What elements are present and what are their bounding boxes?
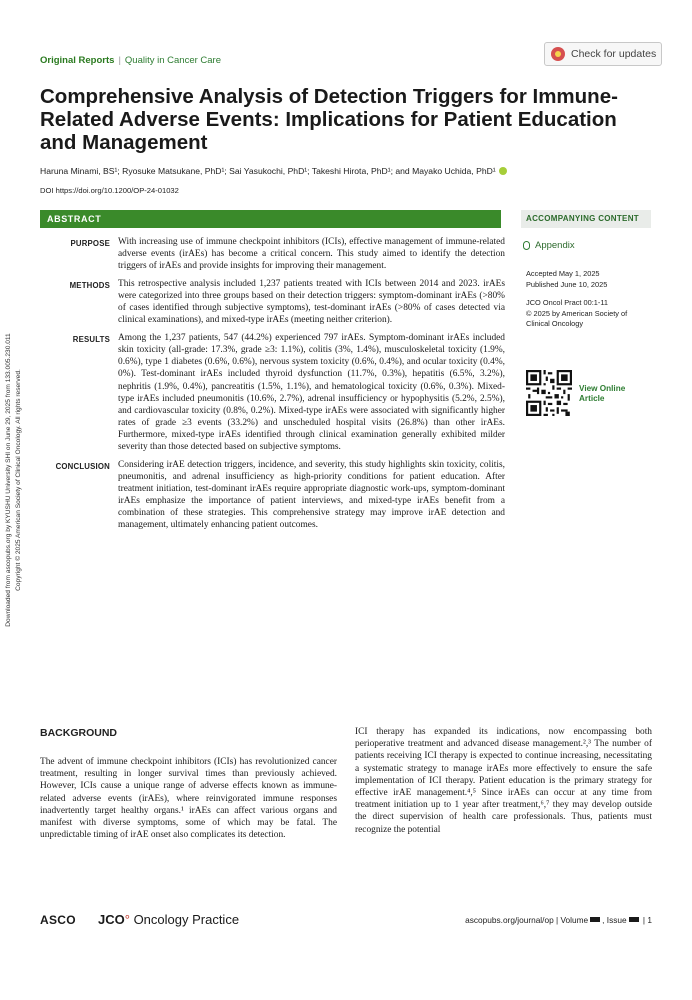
abstract-label: PURPOSE	[70, 239, 110, 248]
footer-meta: ascopubs.org/journal/op | Volume , Issue | 1	[465, 915, 652, 925]
abstract-label: CONCLUSION	[55, 461, 110, 471]
abstract-section-results	[40, 332, 505, 452]
category-separator: |	[118, 55, 121, 66]
background-heading: BACKGROUND	[40, 727, 117, 739]
journal-prefix: JCO	[98, 912, 125, 927]
category-link[interactable]: Original Reports	[40, 55, 115, 66]
issue-label: Issue	[606, 915, 627, 925]
copyright-notice: © 2025 by American Society of Clinical Oncology	[526, 308, 628, 328]
journal-name: Oncology Practice	[133, 912, 240, 927]
abstract-section-methods	[40, 278, 505, 326]
journal-logo	[98, 912, 239, 927]
qr-block	[521, 370, 651, 416]
asco-logo: ASCO	[40, 913, 76, 927]
journal-site-link[interactable]: ascopubs.org/journal/op	[465, 915, 554, 925]
abstract-body	[40, 236, 505, 537]
journal-citation: JCO Oncol Pract 00:1-11	[526, 298, 609, 307]
download-notice-line2: Copyright © 2025 American Society of Clinical Oncology. All rights reserved.	[14, 369, 22, 591]
page-footer	[40, 910, 652, 932]
abstract-text: With increasing use of immune checkpoint inhibitors (ICIs), effective management of immune-related adverse events (irAEs) has become a critical concern. This study aimed to identify the detection triggers of irAEs and provide insights for improving their management.	[118, 237, 505, 272]
journal-dot: °	[124, 912, 130, 927]
check-for-updates-button[interactable]	[544, 42, 662, 66]
body-column-left: The advent of immune checkpoint inhibitors (ICIs) has revolutionized cancer treatment, resulting in longer survival times than previously achieved. However, ICIs cause a unique range of adverse effects known as immune-related adverse events (irAEs), where reinvigorated immune responses inadvertently target healthy organs.¹ irAEs can affect various organs and manifest with diverse symptoms, some of which may be fatal. The unpredictable timing of irAE onset also complicates its detection.	[40, 757, 337, 841]
accepted-date: Accepted May 1, 2025	[526, 269, 600, 278]
qr-code-icon[interactable]	[526, 370, 572, 416]
article-header	[40, 48, 662, 73]
author-list	[40, 166, 650, 176]
download-notice	[2, 250, 32, 710]
appendix-label: Appendix	[535, 240, 575, 251]
published-date: Published June 10, 2025	[526, 279, 608, 289]
authors-text: Haruna Minami, BS¹; Ryosuke Matsukane, PhD¹; Sai Yasukochi, PhD¹; Takeshi Hirota, PhD¹; and Mayako Uchida, PhD¹	[40, 166, 496, 176]
citation-info	[521, 298, 651, 330]
issue-redacted-icon	[629, 917, 639, 922]
download-notice-line1: Downloaded from ascopubs.org by KYUSHU University SHI on June 29, 2025 from 133.005.230.011	[5, 333, 12, 627]
volume-redacted-icon	[590, 917, 600, 922]
publication-dates	[521, 269, 651, 290]
abstract-text: Considering irAE detection triggers, incidence, and severity, this study highlights skin toxicity, colitis, pneumonitis, and adrenal insufficiency as high-priority conditions for patient education. After treatment initiation, test-dominant irAEs require appropriate diagnostic work-ups, symptom-dominant irAEs emphasize the importance of patient interviews, and mixed-type irAEs benefit from a combination of these strategies. This comprehensive strategy may improve irAE detection and management, ultimately enhancing patient outcomes.	[118, 459, 505, 531]
abstract-section-purpose	[40, 236, 505, 272]
crossmark-icon	[551, 47, 565, 61]
check-for-updates-label: Check for updates	[571, 48, 657, 60]
subcategory-link[interactable]: Quality in Cancer Care	[124, 55, 222, 66]
volume-label: Volume	[560, 915, 589, 925]
article-sidebar	[521, 210, 651, 416]
accompanying-content-heading: ACCOMPANYING CONTENT	[521, 210, 651, 228]
doi-link[interactable]: DOI https://doi.org/10.1200/OP-24-01032	[40, 186, 179, 195]
abstract-text: This retrospective analysis included 1,237 patients treated with ICIs between 2014 and 2023. irAEs were categorized into three groups based on their detection triggers: symptom-dominant irAEs (>80% of cases identified through subjective symptoms), test-dominant irAEs (>80% of cases detected via clinical examinations), and mixed-type irAEs (meeting neither criterion).	[118, 279, 505, 326]
page-number: 1	[647, 915, 652, 925]
attachment-icon	[523, 241, 530, 250]
appendix-link[interactable]	[521, 240, 651, 251]
abstract-text: Among the 1,237 patients, 547 (44.2%) experienced 797 irAEs. Symptom-dominant irAEs included skin toxicity (all-grade: 17.3%, grade ≥3: 1.1%), colitis (3%, 1.4%), musculoskeletal toxicity (1.9%, 0.6%), type 1 diabetes (0.6%, 0.6%), nervous system toxicity (0.6%, 0.4%), and ocular toxicity (0.4%, 0%). Test-dominant irAEs included thyroid dysfunction (11.7%, 0.3%), hepatitis (6.5%, 3.2%), nephritis (1.9%, 0.4%), pancreatitis (1.5%, 1.1%), and hematological toxicity (0.6%, 0.3%). Mixed-type irAEs included pneumonitis (10.6%, 2.7%), adrenal insufficiency or hypophysitis (5.2%, 2.5%), and cardiovascular toxicity (0.8%, 0.2%). Mixed-type irAEs were associated with significantly higher rates of grade ≥3 events (33.2%) and unscheduled hospital visits (26.8%) than other irAEs. Furthermore, mixed-type irAEs identified through clinical examination generally exhibited milder severity than those detected based on subjective symptoms.	[118, 333, 505, 452]
article-title: Comprehensive Analysis of Detection Triggers for Immune-Related Adverse Events: Implications for Patient Education and Management	[40, 85, 618, 154]
orcid-icon[interactable]	[499, 167, 507, 175]
body-column-right: ICI therapy has expanded its indications, now encompassing both perioperative treatment and advanced disease management.²,³ The number of patients receiving ICI therapy is expected to continue increasing, necessitating a systematic strategy to manage irAEs more effectively to ensure the safe implementation of ICI therapy. Patient education is the primary strategy for effective irAE management.⁴,⁵ Since irAEs can occur at any time from treatment initiation up to 1 year after treatment,⁶,⁷ they may develop outside the direct supervision of health care professionals. Thus, patients must recognize the potential	[355, 727, 652, 835]
abstract-section-conclusion	[40, 459, 505, 531]
view-online-link[interactable]: View Online Article	[579, 383, 626, 403]
abstract-label: RESULTS	[72, 335, 110, 345]
abstract-heading: ABSTRACT	[40, 210, 501, 228]
abstract-label: METHODS	[69, 281, 110, 291]
